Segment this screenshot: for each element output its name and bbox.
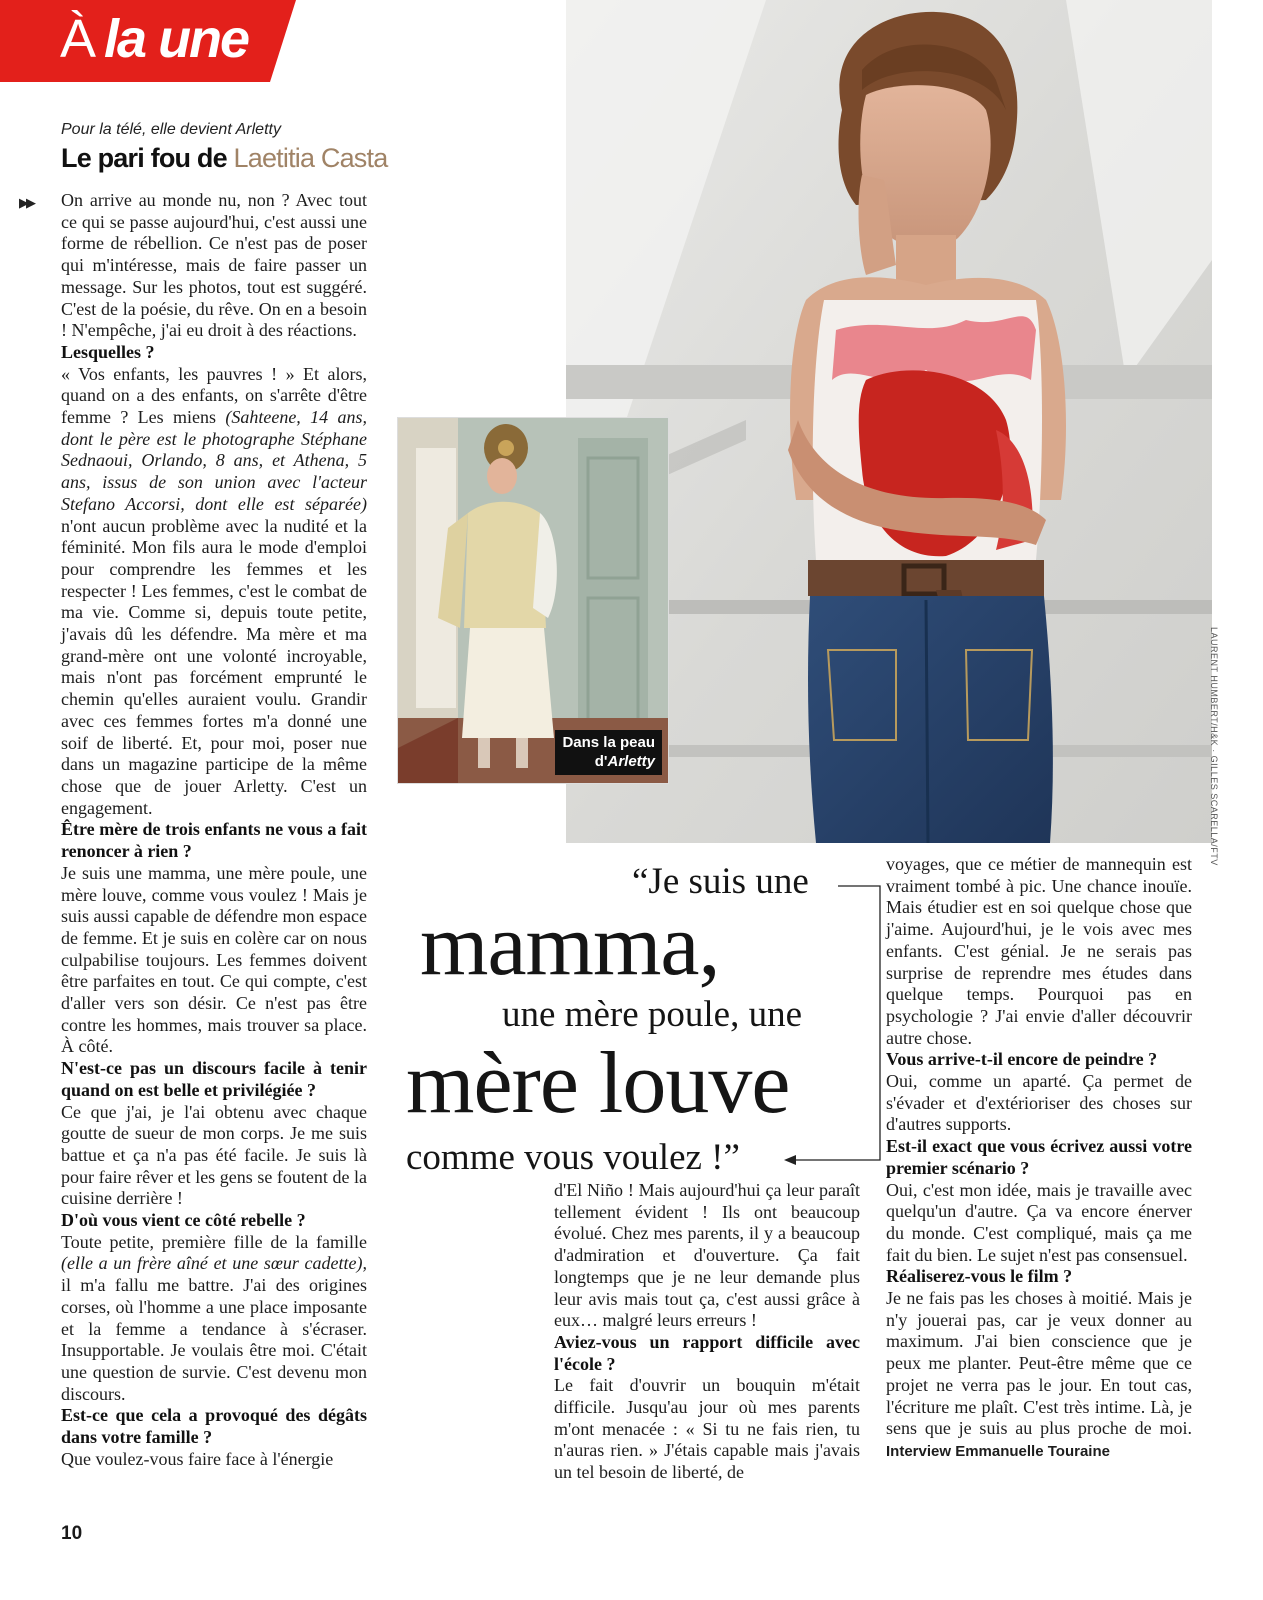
headline-name: Laetitia Casta xyxy=(233,143,388,173)
section-title xyxy=(60,8,248,70)
question: Réaliserez-vous le film ? xyxy=(886,1266,1073,1287)
question: Être mère de trois enfants ne vous a fait renoncer à rien ? xyxy=(61,819,367,862)
question: Aviez-vous un rapport difficile avec l'école ? xyxy=(554,1331,860,1374)
section-prefix: À xyxy=(60,9,95,69)
question: Est-il exact que vous écrivez aussi votre premier scénario ? xyxy=(886,1136,1192,1178)
paragraph: voyages, que ce métier de mannequin est vraiment tombé à pic. Une chance inouïe. Mais étudier est en soi quelque chose que j'aime. Aujourd'hui, je le vois avec mes enfants. C'est génial. Je ne serais pas surprise de reprendre mes études dans quelque temps. Pourquoi pas en psychologie ? J'ai envie d'aller découvrir autre chose. xyxy=(886,854,1192,1048)
question: Lesquelles ? xyxy=(61,341,155,362)
text-span: n'ont aucun problème avec la nudité et la féminité. Mon fils aura le mode d'emploi pour comprendre les femmes et les respecter ! Les femmes, c'est le combat de ma vie. Comme si, depuis toute petite, j'avais dû les défendre. Ma mère et ma grand-mère ont une volonté incroyable, mais n'ont pas forcément emprunté le chemin qu'elles auraient voulu. Grandir avec ces femmes fortes m'a donné une soif de liberté. Et, pour moi, poser nue dans un magazine participe de la même chose que de jouer Arletty. C'est un engagement. xyxy=(61,515,367,818)
interviewer-signature: Interview Emmanuelle Touraine xyxy=(886,1442,1110,1460)
caption-name: Arletty xyxy=(607,753,655,770)
section-label: la une xyxy=(104,9,249,69)
text-column-2 xyxy=(554,1180,860,1484)
inset-arletty-photo xyxy=(397,417,669,784)
paragraph xyxy=(61,1232,367,1406)
paragraph: d'El Niño ! Mais aujourd'hui ça leur paraît tellement évident ! Ils ont beaucoup évolué. Chez mes parents, il y a beaucoup d'admiration et d'ouverture. Ça fait longtemps que je ne leur demande plus leur avis mais tout ça, c'est aussi grâce à eux… malgré leurs erreurs ! xyxy=(554,1180,860,1331)
pullquote-line-2: mamma, xyxy=(420,897,720,994)
paragraph: On arrive au monde nu, non ? Avec tout ce qui se passe aujourd'hui, c'est aussi une forme de rébellion. Ce n'est pas de poser qui m'intéresse, mais de faire passer un message. Sur les photos, tout est suggéré. C'est de la poésie, du rêve. On en a besoin ! N'empêche, j'ai eu droit à des réactions. xyxy=(61,190,367,341)
italic-aside: (Sahteene, 14 ans, dont le père est le photographe Stéphane Sednaoui, Orlando, 8 ans, et Athena, 5 ans, issus de son union avec l'acteur Stefano Accorsi, dont elle est séparée) xyxy=(61,407,368,514)
section-banner xyxy=(0,0,300,82)
inset-caption-line2 xyxy=(562,752,655,771)
pullquote-line-4: mère louve xyxy=(406,1035,790,1132)
paragraph xyxy=(61,364,367,820)
question: N'est-ce pas un discours facile à tenir quand on est belle et privilégiée ? xyxy=(61,1058,367,1100)
inset-caption xyxy=(555,730,662,775)
paragraph: Oui, c'est mon idée, mais je travaille avec quelqu'un d'autre. Ça va encore énerver du monde. C'est compliqué, mais ça me fait du bien. Le sujet n'est pas consensuel. xyxy=(886,1179,1192,1265)
caption-prefix: d' xyxy=(594,753,608,770)
paragraph xyxy=(886,1288,1192,1463)
text-span: « Vos enfants, les pauvres ! » Et alors, quand on a des enfants, on s'arrête d'être femme ? Les miens xyxy=(61,363,367,428)
question: Vous arrive-t-il encore de peindre ? xyxy=(886,1049,1158,1070)
paragraph: Que voulez-vous faire face à l'énergie xyxy=(61,1448,334,1469)
question: D'où vous vient ce côté rebelle ? xyxy=(61,1210,306,1231)
article-start-arrows-icon: ▶▶ xyxy=(19,196,33,211)
paragraph: Ce que j'ai, je l'ai obtenu avec chaque goutte de sueur de mon corps. Je me suis battue et ça n'a pas été facile. Je suis là pour faire rêver et les gens se foutent de la cuisine derrière ! xyxy=(61,1101,367,1209)
pullquote-line-1: “Je suis une xyxy=(632,861,809,902)
text-column-3 xyxy=(886,854,1192,1463)
pullquote-line-3: une mère poule, une xyxy=(502,994,802,1035)
article-kicker: Pour la télé, elle devient Arletty xyxy=(61,121,281,138)
inset-caption-line1: Dans la peau xyxy=(562,734,655,751)
paragraph: Je suis une mamma, une mère poule, une mère louve, comme vous voulez ! Mais je suis aussi capable de défendre mon espace de femme. Et je suis en colère car on nous culpabilise toujours. Les femmes doivent être parfaites en tout. Ce qui compte, c'est d'aller vers son désir. Ce n'est pas être contre les hommes, mais trouver sa place. À côté. xyxy=(61,862,367,1057)
pullquote-line-5: comme vous voulez !” xyxy=(406,1137,740,1178)
headline-prefix: Le pari fou de xyxy=(61,143,227,173)
text-span: il m'a fallu me battre. J'ai des origines corses, où l'homme a une place imposante et la femme a tendance à s'écraser. Insupportable. Je voulais être moi. C'était une question de survie. C'est devenu mon discours. xyxy=(61,1275,367,1404)
paragraph: Oui, comme un aparté. Ça permet de s'évader et d'extérioriser des choses sur d'autres supports. xyxy=(886,1071,1192,1135)
page-number: 10 xyxy=(61,1523,83,1544)
italic-aside: (elle a un frère aîné et une sœur cadette), xyxy=(61,1253,367,1274)
text-column-1 xyxy=(61,190,367,1470)
text-span: Toute petite, première fille de la famille xyxy=(61,1231,367,1252)
question: Est-ce que cela a provoqué des dégâts dans votre famille ? xyxy=(61,1405,367,1448)
article-headline xyxy=(61,143,387,174)
photo-credit: LAURENT HUMBERT/H&K · GILLES SCARELLA/FTV xyxy=(1209,627,1219,866)
text-span: Je ne fais pas les choses à moitié. Mais je n'y jouerai pas, car je veux donner au maximum. J'ai bien conscience que je peux me planter. Peut-être même que ce projet ne verra pas le jour. En tout cas, l'écriture me plaît. C'est très intime. Là, je sens que je suis au plus proche de moi. xyxy=(886,1288,1192,1439)
paragraph: Le fait d'ouvrir un bouquin m'était difficile. Jusqu'au jour où mes parents m'ont menacée : « Si tu ne fais rien, tu n'auras rien. » J'étais capable mais j'avais un tel besoin de liberté, de xyxy=(554,1375,860,1483)
